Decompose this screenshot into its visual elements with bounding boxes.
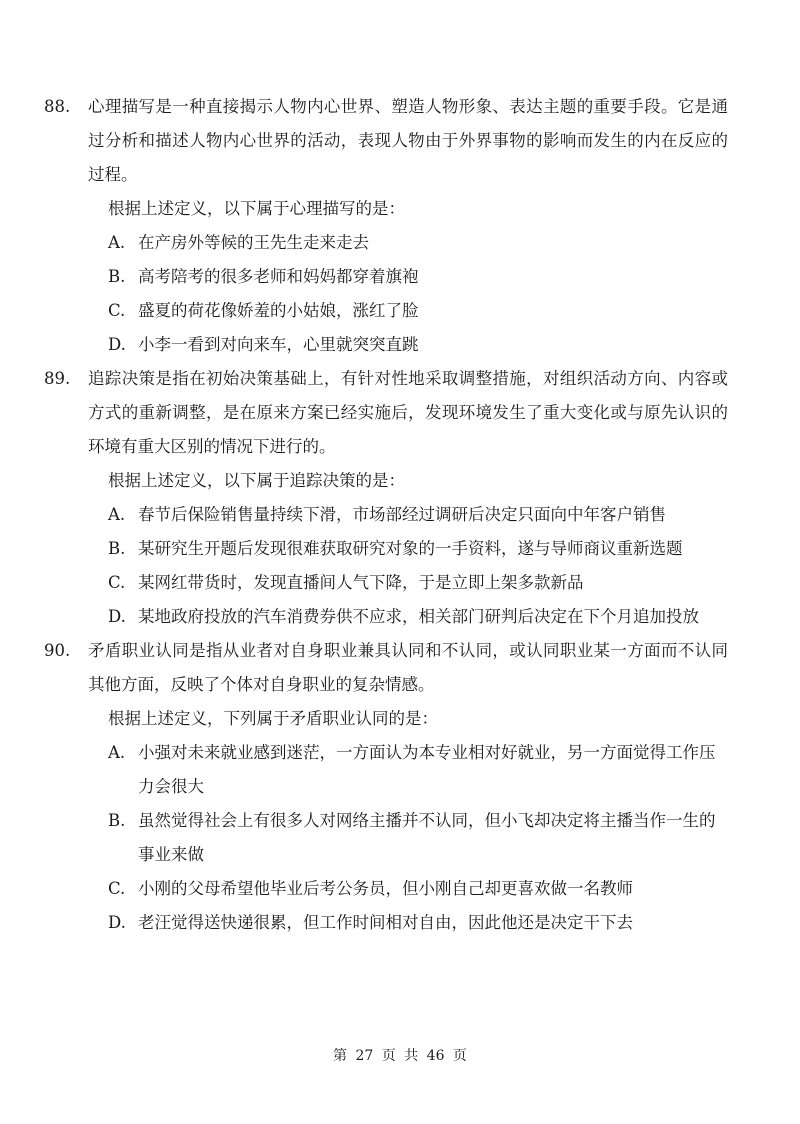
option-letter: D. <box>108 913 126 932</box>
question-stem <box>44 90 728 192</box>
option-c <box>88 294 728 328</box>
question-stem <box>44 634 728 702</box>
option-letter: B. <box>108 539 126 558</box>
option-text: 在产房外等候的王先生走来走去 <box>138 233 369 252</box>
option-text: 春节后保险销售量持续下滑，市场部经过调研后决定只面向中年客户销售 <box>138 505 666 524</box>
option-text: 某地政府投放的汽车消费券供不应求，相关部门研判后决定在下个月追加投放 <box>138 607 699 626</box>
option-text: 小强对未来就业感到迷茫，一方面认为本专业相对好就业，另一方面觉得工作压力会很大 <box>138 743 716 796</box>
option-c <box>88 872 728 906</box>
option-letter: D. <box>108 607 126 626</box>
option-d <box>88 600 728 634</box>
question-88 <box>44 90 728 362</box>
option-b <box>88 532 728 566</box>
question-prompt: 根据上述定义，以下属于追踪决策的是： <box>108 471 405 490</box>
option-letter: A. <box>108 233 126 252</box>
option-text: 高考陪考的很多老师和妈妈都穿着旗袍 <box>138 267 419 286</box>
question-89 <box>44 362 728 634</box>
option-text: 某研究生开题后发现很难获取研究对象的一手资料，遂与导师商议重新选题 <box>138 539 683 558</box>
question-text: 心理描写是一种直接揭示人物内心世界、塑造人物形象、表达主题的重要手段。它是通过分析和描述人物内心世界的活动，表现人物由于外界事物的影响而发生的内在反应的过程。 <box>88 97 728 184</box>
option-letter: C. <box>108 879 126 898</box>
option-text: 小刚的父母希望他毕业后考公务员，但小刚自己却更喜欢做一名教师 <box>138 879 633 898</box>
option-text: 小李一看到对向来车，心里就突突直跳 <box>138 335 419 354</box>
question-number: 88. <box>44 97 71 116</box>
question-number: 89. <box>44 369 71 388</box>
option-letter: C. <box>108 573 126 592</box>
option-letter: B. <box>108 267 126 286</box>
option-a <box>88 498 728 532</box>
question-prompt: 根据上述定义，下列属于矛盾职业认同的是： <box>108 709 438 728</box>
question-90 <box>44 634 728 940</box>
option-letter: D. <box>108 335 126 354</box>
option-text: 盛夏的荷花像娇羞的小姑娘，涨红了脸 <box>138 301 419 320</box>
option-letter: A. <box>108 505 126 524</box>
question-stem <box>44 362 728 464</box>
option-letter: B. <box>108 811 126 830</box>
question-text: 追踪决策是指在初始决策基础上，有针对性地采取调整措施，对组织活动方向、内容或方式的重新调整，是在原来方案已经实施后，发现环境发生了重大变化或与原先认识的环境有重大区别的情况下进行的。 <box>88 369 728 456</box>
option-letter: A. <box>108 743 126 762</box>
option-b <box>88 804 728 872</box>
question-prompt: 根据上述定义，以下属于心理描写的是： <box>108 199 405 218</box>
option-letter: C. <box>108 301 126 320</box>
option-d <box>88 906 728 940</box>
option-a <box>88 226 728 260</box>
question-text: 矛盾职业认同是指从业者对自身职业兼具认同和不认同，或认同职业某一方面而不认同其他方面，反映了个体对自身职业的复杂情感。 <box>88 641 728 694</box>
option-text: 老汪觉得送快递很累，但工作时间相对自由，因此他还是决定干下去 <box>138 913 633 932</box>
page-footer: 第 27 页 共 46 页 <box>333 1048 467 1064</box>
option-a <box>88 736 728 804</box>
option-c <box>88 566 728 600</box>
option-d <box>88 328 728 362</box>
question-number: 90. <box>44 641 71 660</box>
option-b <box>88 260 728 294</box>
option-text: 虽然觉得社会上有很多人对网络主播并不认同，但小飞却决定将主播当作一生的事业来做 <box>138 811 716 864</box>
option-text: 某网红带货时，发现直播间人气下降，于是立即上架多款新品 <box>138 573 584 592</box>
